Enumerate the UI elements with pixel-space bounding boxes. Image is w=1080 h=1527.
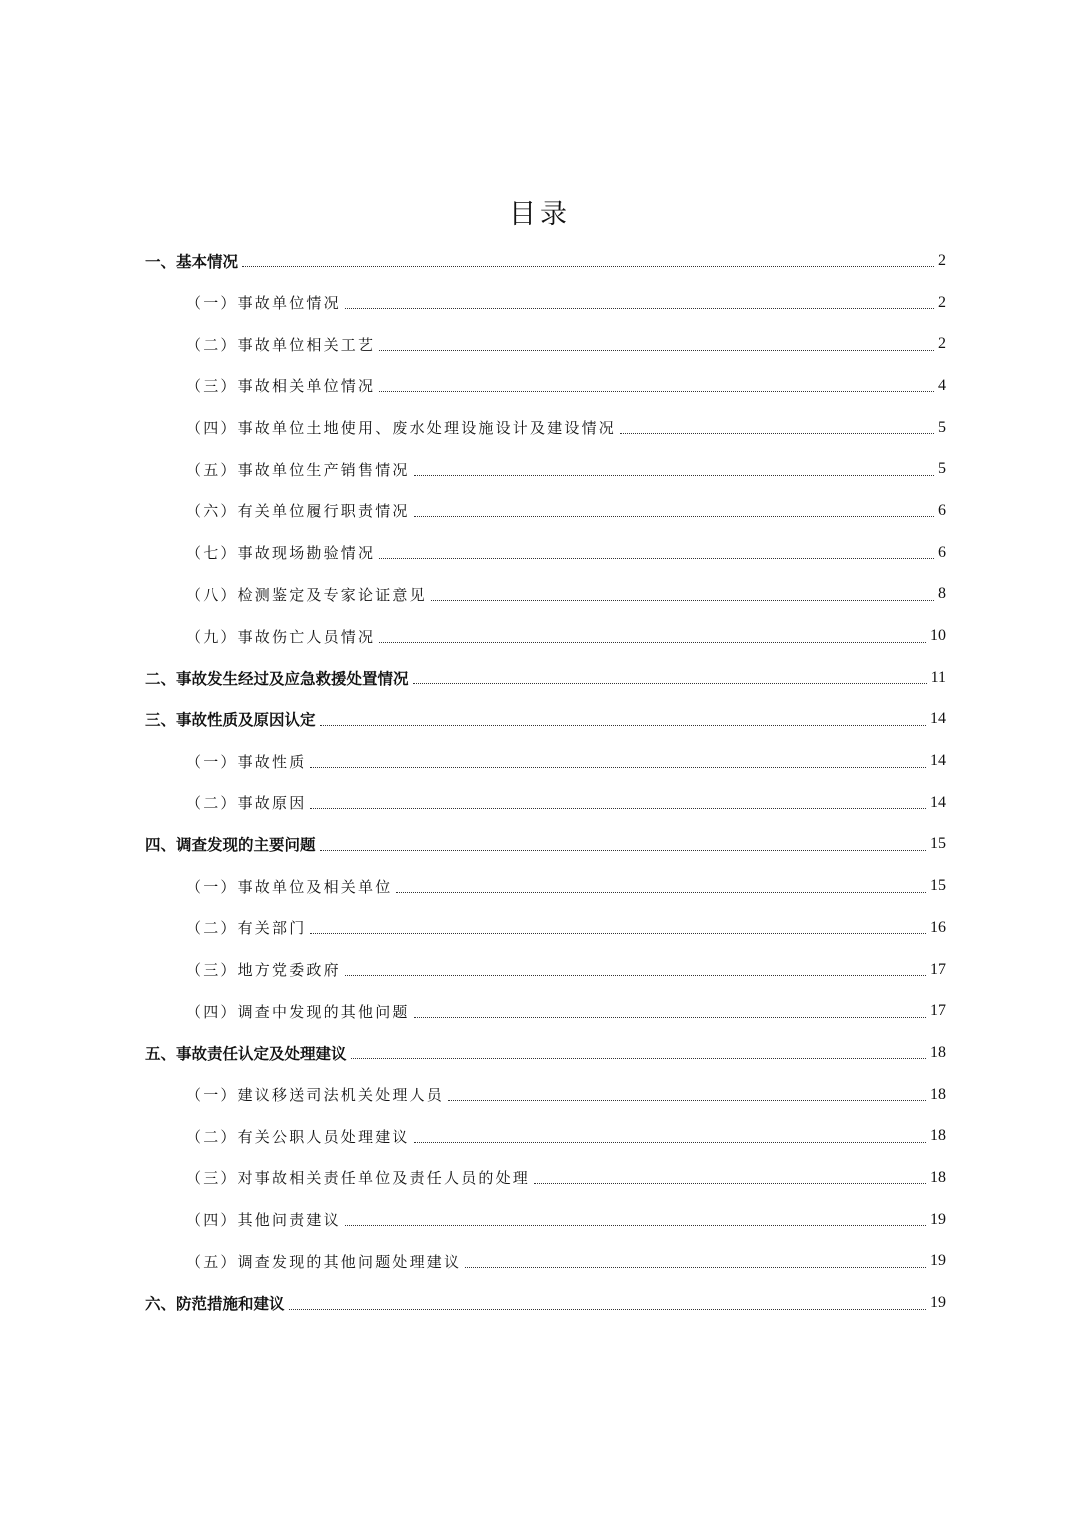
toc-entry-label: （二）有关部门 (186, 919, 307, 938)
toc-subsection-entry[interactable] (0, 1199, 1080, 1241)
toc-page-number: 6 (938, 543, 946, 561)
toc-entry-label: （三）事故相关单位情况 (186, 377, 376, 396)
toc-page-number: 16 (930, 918, 946, 936)
toc-subsection-entry[interactable] (0, 448, 1080, 490)
dot-leader (379, 642, 926, 643)
dot-leader (465, 1267, 926, 1268)
toc-entry-label: 五、事故责任认定及处理建议 (145, 1044, 347, 1063)
toc-subsection-entry[interactable] (0, 615, 1080, 657)
toc-subsection-entry[interactable] (0, 574, 1080, 616)
toc-section-entry[interactable] (0, 699, 1080, 741)
dot-leader (379, 558, 934, 559)
toc-subsection-entry[interactable] (0, 490, 1080, 532)
dot-leader (620, 433, 934, 434)
toc-subsection-entry[interactable] (0, 949, 1080, 991)
toc-page-number: 8 (938, 585, 946, 603)
toc-page-number: 14 (930, 793, 946, 811)
toc-entry-label: （八）检测鉴定及专家论证意见 (186, 585, 427, 604)
dot-leader (310, 767, 926, 768)
toc-section-entry[interactable] (0, 824, 1080, 866)
table-of-contents (0, 240, 1080, 1324)
dot-leader (414, 516, 934, 517)
toc-entry-label: （九）事故伤亡人员情况 (186, 627, 376, 646)
toc-entry-label: （六）有关单位履行职责情况 (186, 502, 410, 521)
toc-entry-label: （四）事故单位土地使用、废水处理设施设计及建设情况 (186, 419, 617, 438)
toc-entry-label: （四）其他问责建议 (186, 1211, 341, 1230)
toc-subsection-entry[interactable] (0, 865, 1080, 907)
toc-entry-label: （一）建议移送司法机关处理人员 (186, 1086, 445, 1105)
toc-section-entry[interactable] (0, 657, 1080, 699)
toc-entry-label: （五）事故单位生产销售情况 (186, 460, 410, 479)
toc-entry-label: （二）事故原因 (186, 794, 307, 813)
toc-subsection-entry[interactable] (0, 282, 1080, 324)
toc-page-number: 17 (930, 1002, 946, 1020)
toc-page-number: 15 (930, 835, 946, 853)
dot-leader (345, 975, 926, 976)
toc-page-number: 5 (938, 460, 946, 478)
toc-entry-label: （二）有关公职人员处理建议 (186, 1127, 410, 1146)
toc-subsection-entry[interactable] (0, 1115, 1080, 1157)
toc-page-number: 10 (930, 627, 946, 645)
toc-page-number: 11 (930, 668, 946, 686)
toc-page-number: 15 (930, 877, 946, 895)
dot-leader (289, 1309, 926, 1310)
toc-page-number: 6 (938, 501, 946, 519)
toc-page-number: 18 (930, 1127, 946, 1145)
toc-subsection-entry[interactable] (0, 323, 1080, 365)
toc-subsection-entry[interactable] (0, 365, 1080, 407)
dot-leader (379, 391, 934, 392)
toc-entry-label: （七）事故现场勘验情况 (186, 544, 376, 563)
dot-leader (414, 475, 934, 476)
toc-entry-label: （四）调查中发现的其他问题 (186, 1002, 410, 1021)
toc-subsection-entry[interactable] (0, 782, 1080, 824)
toc-section-entry[interactable] (0, 1032, 1080, 1074)
toc-section-entry[interactable] (0, 1282, 1080, 1324)
toc-entry-label: 三、事故性质及原因认定 (145, 711, 316, 730)
dot-leader (448, 1100, 926, 1101)
toc-entry-label: （五）调查发现的其他问题处理建议 (186, 1252, 462, 1271)
dot-leader (242, 266, 934, 267)
toc-entry-label: （三）对事故相关责任单位及责任人员的处理 (186, 1169, 531, 1188)
toc-subsection-entry[interactable] (0, 1241, 1080, 1283)
dot-leader (320, 725, 926, 726)
dot-leader (431, 600, 934, 601)
toc-page-number: 17 (930, 960, 946, 978)
toc-entry-label: 六、防范措施和建议 (145, 1295, 285, 1314)
toc-subsection-entry[interactable] (0, 740, 1080, 782)
dot-leader (396, 892, 926, 893)
toc-page-number: 19 (930, 1210, 946, 1228)
dot-leader (534, 1183, 926, 1184)
toc-entry-label: （一）事故单位情况 (186, 294, 341, 313)
toc-page-number: 19 (930, 1252, 946, 1270)
dot-leader (310, 933, 926, 934)
dot-leader (351, 1058, 926, 1059)
toc-subsection-entry[interactable] (0, 407, 1080, 449)
dot-leader (414, 1142, 926, 1143)
toc-page-number: 2 (938, 293, 946, 311)
dot-leader (379, 350, 934, 351)
toc-page-number: 18 (930, 1043, 946, 1061)
toc-entry-label: （一）事故单位及相关单位 (186, 877, 393, 896)
toc-page-number: 18 (930, 1168, 946, 1186)
toc-subsection-entry[interactable] (0, 1074, 1080, 1116)
toc-entry-label: 二、事故发生经过及应急救援处置情况 (145, 669, 409, 688)
toc-page-number: 5 (938, 418, 946, 436)
dot-leader (414, 1017, 926, 1018)
dot-leader (345, 308, 934, 309)
toc-subsection-entry[interactable] (0, 907, 1080, 949)
toc-page-number: 14 (930, 710, 946, 728)
toc-page-number: 18 (930, 1085, 946, 1103)
toc-entry-label: 一、基本情况 (145, 252, 239, 271)
dot-leader (310, 808, 926, 809)
toc-subsection-entry[interactable] (0, 990, 1080, 1032)
dot-leader (345, 1225, 926, 1226)
dot-leader (413, 683, 927, 684)
toc-section-entry[interactable] (0, 240, 1080, 282)
toc-page-number: 14 (930, 752, 946, 770)
page-title: 目录 (509, 199, 571, 230)
toc-entry-label: 四、调查发现的主要问题 (145, 836, 316, 855)
dot-leader (320, 850, 926, 851)
toc-page-number: 4 (938, 376, 946, 394)
toc-subsection-entry[interactable] (0, 1157, 1080, 1199)
toc-page-number: 2 (938, 251, 946, 269)
toc-entry-label: （一）事故性质 (186, 752, 307, 771)
toc-subsection-entry[interactable] (0, 532, 1080, 574)
toc-page-number: 19 (930, 1294, 946, 1312)
toc-entry-label: （三）地方党委政府 (186, 961, 341, 980)
toc-entry-label: （二）事故单位相关工艺 (186, 335, 376, 354)
toc-page-number: 2 (938, 335, 946, 353)
